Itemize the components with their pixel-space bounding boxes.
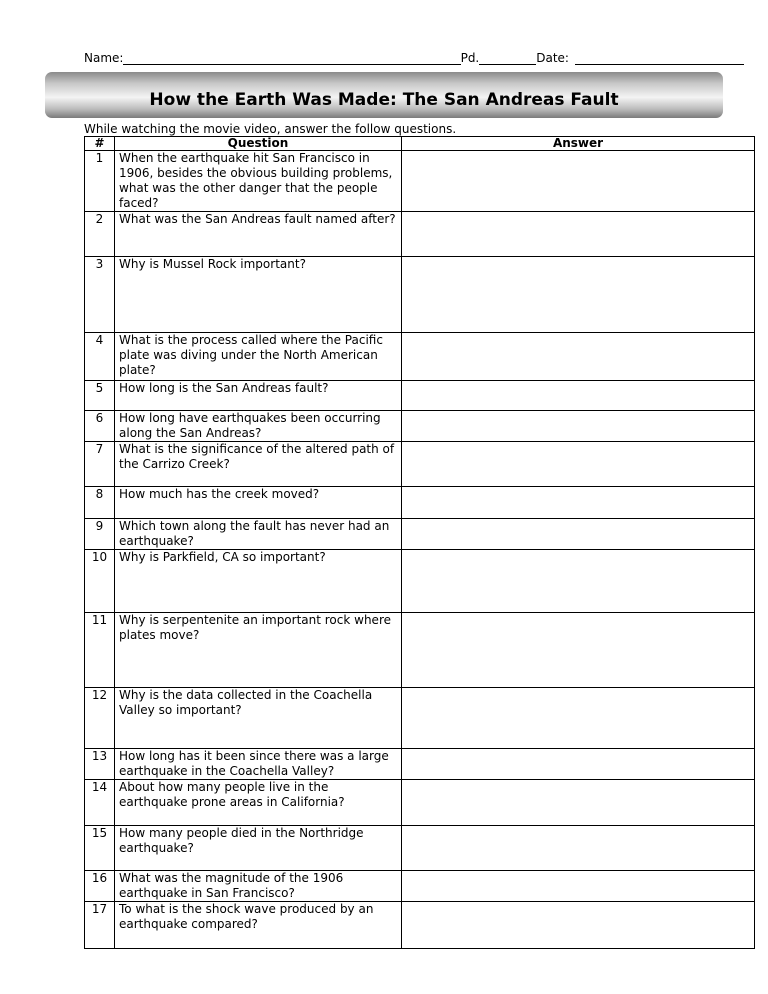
question-text: What is the significance of the altered path of the Carrizo Creek? bbox=[115, 442, 402, 487]
question-number: 12 bbox=[85, 688, 115, 749]
question-number: 17 bbox=[85, 902, 115, 949]
pd-label: Pd. bbox=[460, 51, 480, 65]
table-row bbox=[85, 381, 755, 411]
pd-field[interactable] bbox=[479, 50, 536, 65]
page-title: How the Earth Was Made: The San Andreas Fault bbox=[149, 90, 619, 110]
answer-cell[interactable] bbox=[402, 487, 755, 519]
answer-cell[interactable] bbox=[402, 257, 755, 333]
table-row bbox=[85, 212, 755, 257]
question-text: When the earthquake hit San Francisco in 1906, besides the obvious building problems, what was the other danger that the people faced? bbox=[115, 151, 402, 212]
answer-cell[interactable] bbox=[402, 550, 755, 613]
questions-table bbox=[84, 136, 755, 949]
answer-cell[interactable] bbox=[402, 826, 755, 871]
table-row bbox=[85, 442, 755, 487]
question-number: 3 bbox=[85, 257, 115, 333]
question-text: How long have earthquakes been occurring along the San Andreas? bbox=[115, 411, 402, 442]
answer-cell[interactable] bbox=[402, 381, 755, 411]
instructions: While watching the movie video, answer the follow questions. bbox=[84, 122, 457, 136]
question-text: Why is Parkfield, CA so important? bbox=[115, 550, 402, 613]
question-text: How long is the San Andreas fault? bbox=[115, 381, 402, 411]
table-row bbox=[85, 411, 755, 442]
answer-cell[interactable] bbox=[402, 871, 755, 902]
answer-cell[interactable] bbox=[402, 212, 755, 257]
table-row bbox=[85, 333, 755, 381]
answer-cell[interactable] bbox=[402, 902, 755, 949]
date-label: Date: bbox=[536, 51, 569, 65]
answer-cell[interactable] bbox=[402, 519, 755, 550]
table-row bbox=[85, 550, 755, 613]
table-row bbox=[85, 151, 755, 212]
name-field[interactable] bbox=[123, 50, 460, 65]
answer-cell[interactable] bbox=[402, 411, 755, 442]
table-row bbox=[85, 826, 755, 871]
question-text: Which town along the fault has never had an earthquake? bbox=[115, 519, 402, 550]
col-header-number: # bbox=[85, 137, 115, 151]
table-row bbox=[85, 871, 755, 902]
question-number: 13 bbox=[85, 749, 115, 780]
table-row bbox=[85, 902, 755, 949]
question-number: 8 bbox=[85, 487, 115, 519]
table-row bbox=[85, 487, 755, 519]
answer-cell[interactable] bbox=[402, 151, 755, 212]
title-banner bbox=[45, 72, 723, 118]
question-number: 10 bbox=[85, 550, 115, 613]
question-text: To what is the shock wave produced by an earthquake compared? bbox=[115, 902, 402, 949]
answer-cell[interactable] bbox=[402, 333, 755, 381]
question-text: How long has it been since there was a large earthquake in the Coachella Valley? bbox=[115, 749, 402, 780]
date-field[interactable] bbox=[575, 50, 744, 65]
question-text: Why is the data collected in the Coachella Valley so important? bbox=[115, 688, 402, 749]
question-number: 16 bbox=[85, 871, 115, 902]
question-number: 1 bbox=[85, 151, 115, 212]
question-number: 14 bbox=[85, 780, 115, 826]
col-header-answer: Answer bbox=[402, 137, 755, 151]
col-header-question: Question bbox=[115, 137, 402, 151]
question-text: About how many people live in the earthquake prone areas in California? bbox=[115, 780, 402, 826]
question-number: 4 bbox=[85, 333, 115, 381]
question-number: 9 bbox=[85, 519, 115, 550]
table-row bbox=[85, 519, 755, 550]
name-label: Name: bbox=[84, 51, 124, 65]
question-number: 2 bbox=[85, 212, 115, 257]
question-number: 11 bbox=[85, 613, 115, 688]
answer-cell[interactable] bbox=[402, 613, 755, 688]
question-text: What was the magnitude of the 1906 earthquake in San Francisco? bbox=[115, 871, 402, 902]
question-text: Why is Mussel Rock important? bbox=[115, 257, 402, 333]
table-row bbox=[85, 257, 755, 333]
question-number: 15 bbox=[85, 826, 115, 871]
answer-cell[interactable] bbox=[402, 749, 755, 780]
table-row bbox=[85, 688, 755, 749]
student-info-header bbox=[84, 50, 744, 65]
question-text: Why is serpentenite an important rock where plates move? bbox=[115, 613, 402, 688]
answer-cell[interactable] bbox=[402, 442, 755, 487]
table-row bbox=[85, 780, 755, 826]
question-text: What is the process called where the Pacific plate was diving under the North American plate? bbox=[115, 333, 402, 381]
answer-cell[interactable] bbox=[402, 688, 755, 749]
question-number: 6 bbox=[85, 411, 115, 442]
question-number: 7 bbox=[85, 442, 115, 487]
question-text: How many people died in the Northridge earthquake? bbox=[115, 826, 402, 871]
question-text: What was the San Andreas fault named after? bbox=[115, 212, 402, 257]
table-row bbox=[85, 613, 755, 688]
answer-cell[interactable] bbox=[402, 780, 755, 826]
question-text: How much has the creek moved? bbox=[115, 487, 402, 519]
table-row bbox=[85, 749, 755, 780]
question-number: 5 bbox=[85, 381, 115, 411]
